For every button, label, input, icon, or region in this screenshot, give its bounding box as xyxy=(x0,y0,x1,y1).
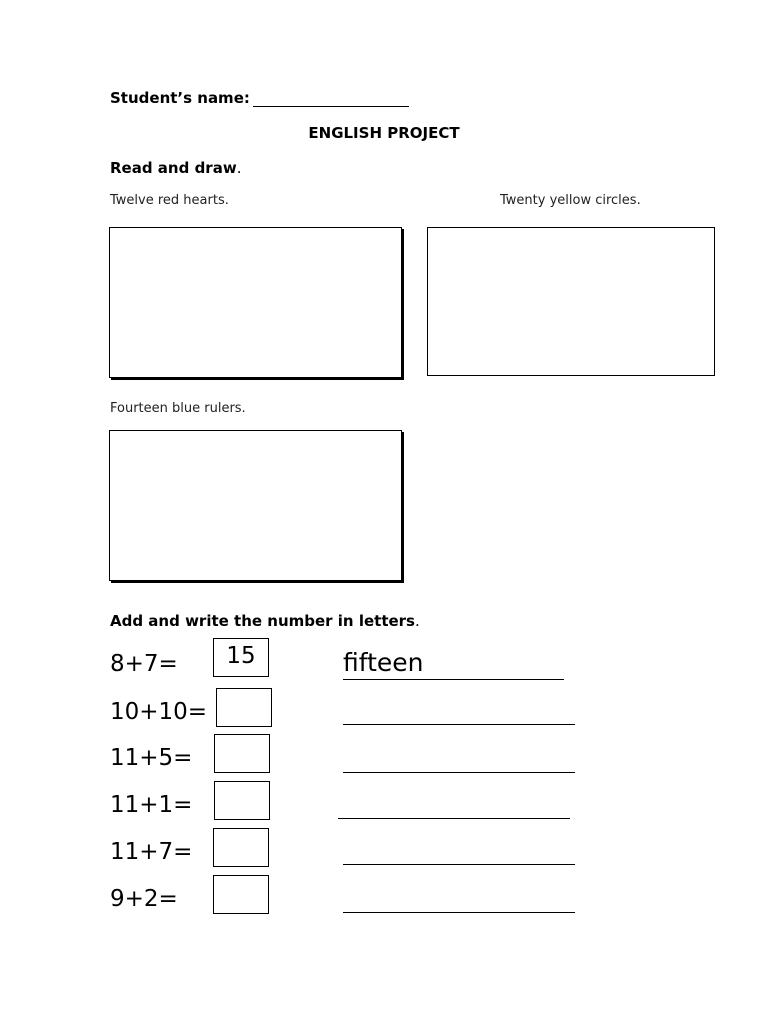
answer-box[interactable]: 15 xyxy=(213,638,269,677)
equation-row: 11+7= xyxy=(110,839,193,865)
equation-row: 8+7= xyxy=(110,651,178,677)
written-number: fifteen xyxy=(343,648,424,677)
prompt-yellow-circles: Twenty yellow circles. xyxy=(500,193,641,208)
word-answer-line[interactable] xyxy=(343,679,564,680)
word-answer-line[interactable] xyxy=(343,724,575,725)
drawing-box-blue-rulers[interactable] xyxy=(109,430,402,581)
word-answer-line[interactable] xyxy=(343,772,575,773)
read-and-draw-heading: Read and draw. xyxy=(110,159,242,177)
equation-row: 11+1= xyxy=(110,792,193,818)
answer-box[interactable] xyxy=(213,875,269,914)
word-answer-line[interactable] xyxy=(343,864,575,865)
answer-box[interactable] xyxy=(214,734,270,773)
answer-box[interactable] xyxy=(214,781,270,820)
add-and-write-heading: Add and write the number in letters. xyxy=(110,612,420,630)
student-name-label: Student’s name: xyxy=(110,89,250,107)
student-name-line[interactable] xyxy=(253,106,409,107)
word-answer-line[interactable] xyxy=(338,818,570,819)
prompt-blue-rulers: Fourteen blue rulers. xyxy=(110,401,246,416)
equation-row: 9+2= xyxy=(110,886,178,912)
drawing-box-yellow-circles[interactable] xyxy=(427,227,715,376)
word-answer-line[interactable] xyxy=(343,912,575,913)
answer-box[interactable] xyxy=(216,688,272,727)
answer-box[interactable] xyxy=(213,828,269,867)
equation-row: 10+10= xyxy=(110,699,208,725)
page-title: ENGLISH PROJECT xyxy=(308,124,460,142)
prompt-red-hearts: Twelve red hearts. xyxy=(110,193,229,208)
equation-row: 11+5= xyxy=(110,745,193,771)
drawing-box-red-hearts[interactable] xyxy=(109,227,402,378)
